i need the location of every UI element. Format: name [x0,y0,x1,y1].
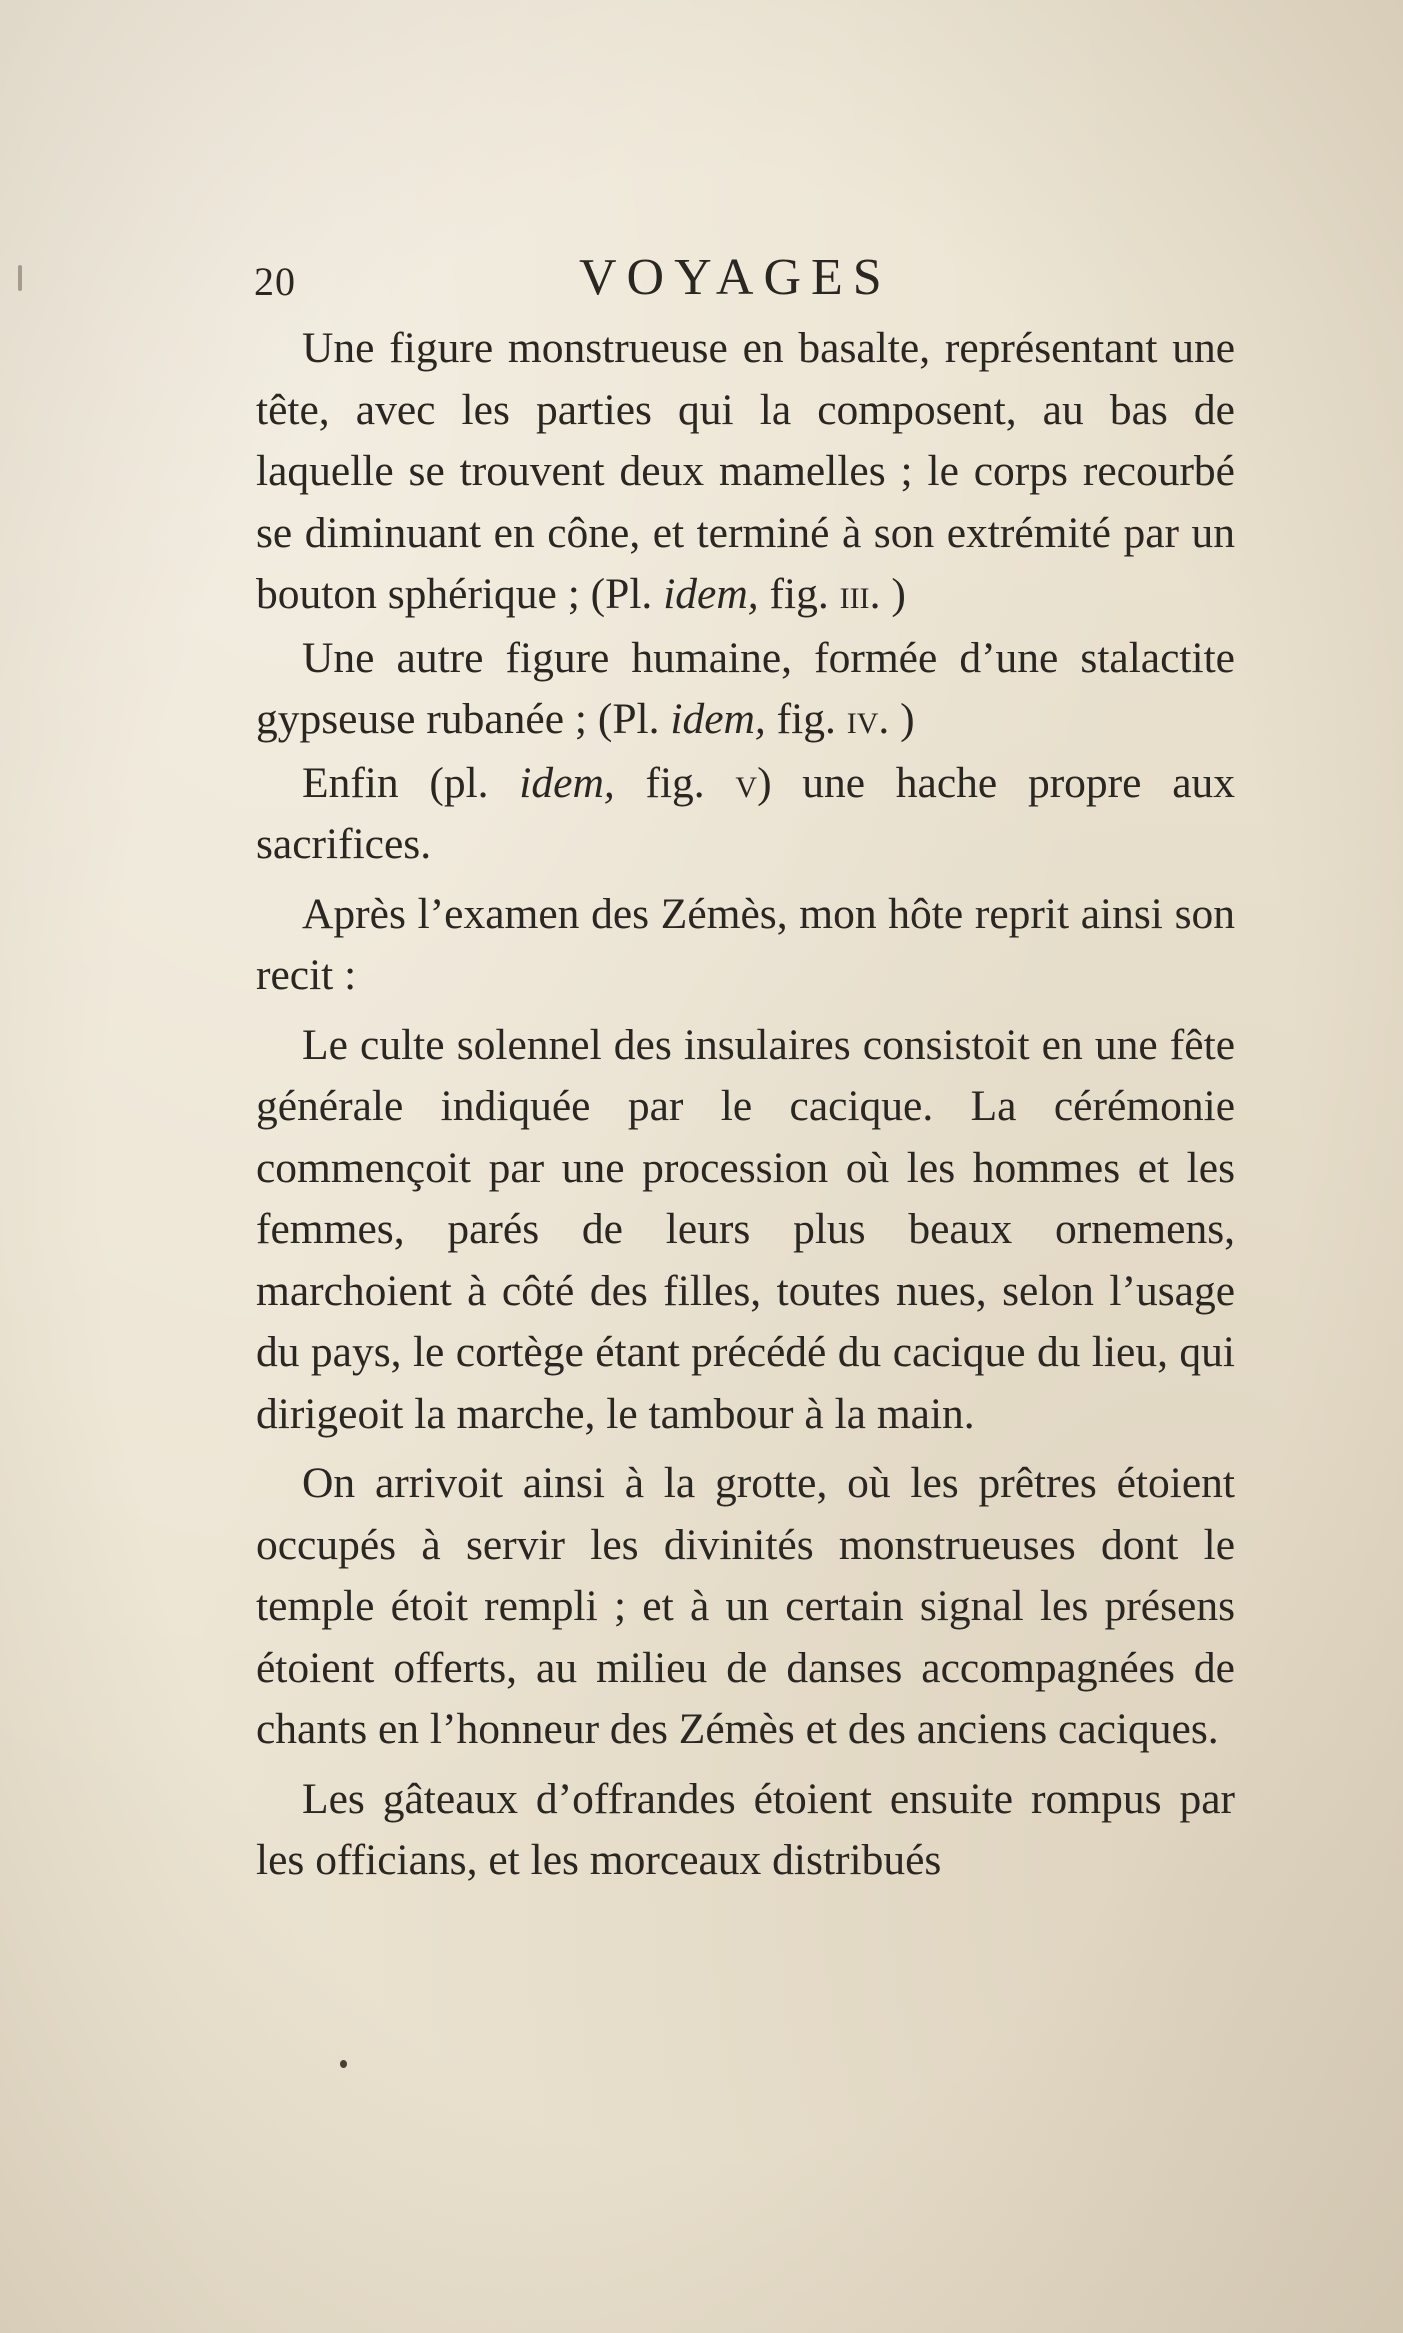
paragraph-culte: Le culte solennel des insulaires consistoit en une fête générale indiquée par le cacique. La cérémonie commençoit par une procession où les hommes et les femmes, parés de leurs plus beaux ornemens, marchoient à côté des filles, toutes nues, selon l’usage du pays, le cortège étant précédé du cacique du lieu, qui dirigeoit la marche, le tambour à la main. [256,1020,1235,1438]
paragraph-text: Enfin (pl. [302,758,520,807]
paragraph-text: fig. [614,758,736,807]
paragraph-figure-iii [256,318,1235,626]
margin-mark [18,265,22,291]
roman-numeral: iii [839,570,870,618]
paragraph-gateaux: Les gâteaux d’offrandes étoient ensuite rompus par les officians, et les morceaux distribués [256,1774,1235,1884]
paragraph-text: Une autre figure humaine, formée d’une stalactite gypseuse rubanée ; (Pl. [256,633,1235,743]
page-number: 20 [254,259,296,304]
paragraph-text: . ) [878,695,915,743]
roman-numeral: v [735,758,758,807]
paragraph-grotte: On arrivoit ainsi à la grotte, où les prêtres étoient occupés à servir les divinités monstrueuses dont le temple étoit rempli ; et à un certain signal les présens étoient offerts, au milieu de danses accompagnées de chants en l’honneur des Zémès et des anciens caciques. [256,1459,1235,1753]
ink-speck [340,2060,347,2068]
paragraph-figure-v [256,753,1235,876]
italic-reference: idem, [670,695,766,743]
paragraph-text: fig. [765,695,847,743]
paragraph-examen: Après l’examen des Zémès, mon hôte reprit ainsi son recit : [256,889,1235,999]
paragraph-text: fig. [758,570,840,618]
italic-reference: idem, [663,570,759,618]
paragraph-text: . ) [869,570,906,618]
paragraph-text: ) une hache propre aux sacrifices. [256,758,1236,868]
roman-numeral: iv [846,695,879,743]
italic-reference: idem, [519,758,615,807]
running-title: VOYAGES [579,249,892,306]
paragraph-figure-iv [256,628,1235,751]
body-text [256,318,1235,1892]
page-header [254,248,1234,318]
paragraph-text: Une figure monstrueuse en basalte, représentant une tête, avec les parties qui la composent, au bas de laquelle se trouvent deux mamelles ; le corps recourbé se diminuant en cône, et terminé à son extrémité par un bouton sphérique ; (Pl. [256,324,1235,618]
